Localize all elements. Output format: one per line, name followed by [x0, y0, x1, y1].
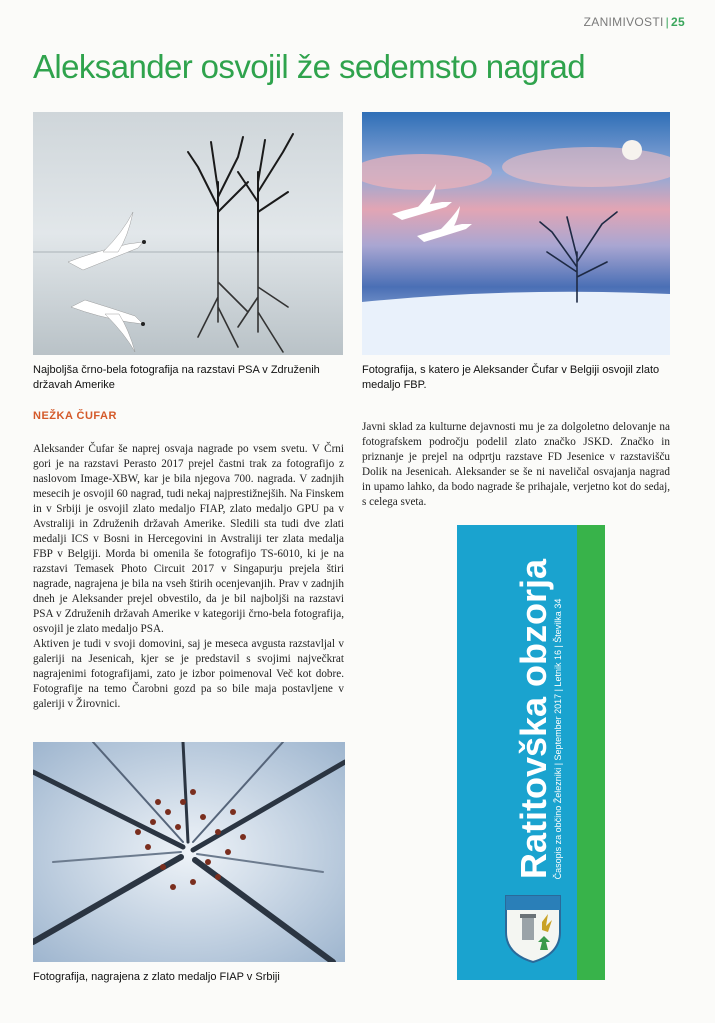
caption-color-photo: Fotografija, s katero je Aleksander Čufar v Belgiji osvojil zlato medaljo FBP.: [362, 364, 660, 391]
photo-forest: [33, 742, 345, 962]
byline: NEŽKA ČUFAR: [33, 410, 117, 422]
paragraph: Aktiven je tudi v svoji domovini, saj je meseca avgusta razstavljal v galeriji na Jesenicah, kjer se je predstavil s svojimi največkrat nagrajenimi fotografijami, zato je izbor poimenoval Več kot dobre. Fotografije na temo Čarobni gozd pa so bile maja postavljene v galeriji v Žirovnici.: [33, 638, 344, 710]
magazine-subtitle: Časopis za občino Železniki | September 2017 | Letnik 16 | Številka 34: [553, 598, 563, 880]
section-name: ZANIMIVOSTI: [583, 15, 664, 29]
coat-of-arms-icon: [502, 892, 564, 964]
magazine-cover: [457, 525, 605, 980]
magazine-title: Ratitovška obzorja: [513, 558, 554, 880]
article-title: Aleksander osvojil že sedemsto nagrad: [33, 48, 585, 85]
caption-bw-photo: Najboljša črno-bela fotografija na razstavi PSA v Združenih državah Amerike: [33, 364, 320, 391]
photo-color-swans: [362, 112, 670, 355]
header-separator: |: [665, 15, 670, 29]
paragraph: Aleksander Čufar še naprej osvaja nagrade po vsem svetu. V Črni gori je na razstavi Perasto 2017 prejel častni trak za fotografijo z naslovom Image-XBW, kar je bila njegova 700. nagrada. V zadnjih mesecih je osvojil 60 nagrad, tudi nekaj najprestižnejših. Na Finskem in v Srbiji je osvojil zlato medaljo FIAP, zlato medaljo GPU pa v Avstraliji in Združenih državah Amerike. Sledili sta tudi dve zlati medalji ICS v Bosni in Hercegovini in Avstraliji ter zlata medalja FBP v Belgiji. Morda bi omenila še fotografijo TS-6010, ki je na razstavi Temasek Photo Circuit 2017 v Singapurju prejela štiri nagrade, nagrajena je bila na vseh štirih ocenjevanjih. Prav v zadnjih dneh je Aleksander prejel obvestilo, da je bil najboljši na razstavi PSA v Združenih državah Amerike v kategoriji črno-bela fotografija, osvojil je zlato medaljo PSA.: [33, 443, 345, 635]
paragraph: Javni sklad za kulturne dejavnosti mu je za dolgoletno delovanje na fotografskem področju podelil zlato značko JSKD. Značko in priznanje je prejel na odprtju razstave FD Jesenice v razstavišču Dolik na Jesenicah. Aleksander se še ni naveličal osvajanja nagrad in upamo lahko, da bodo nagrade še prihajale, verjetno kot do sedaj, s celega sveta.: [362, 421, 670, 508]
running-header: [584, 15, 685, 29]
cover-green-strip: [577, 525, 605, 980]
photo-bw-swans: [33, 112, 343, 355]
caption-forest-photo: Fotografija, nagrajena z zlato medaljo FIAP v Srbiji: [33, 971, 280, 983]
article-left-column: [33, 442, 344, 712]
article-right-column: [362, 420, 670, 510]
page-number: 25: [671, 15, 685, 29]
